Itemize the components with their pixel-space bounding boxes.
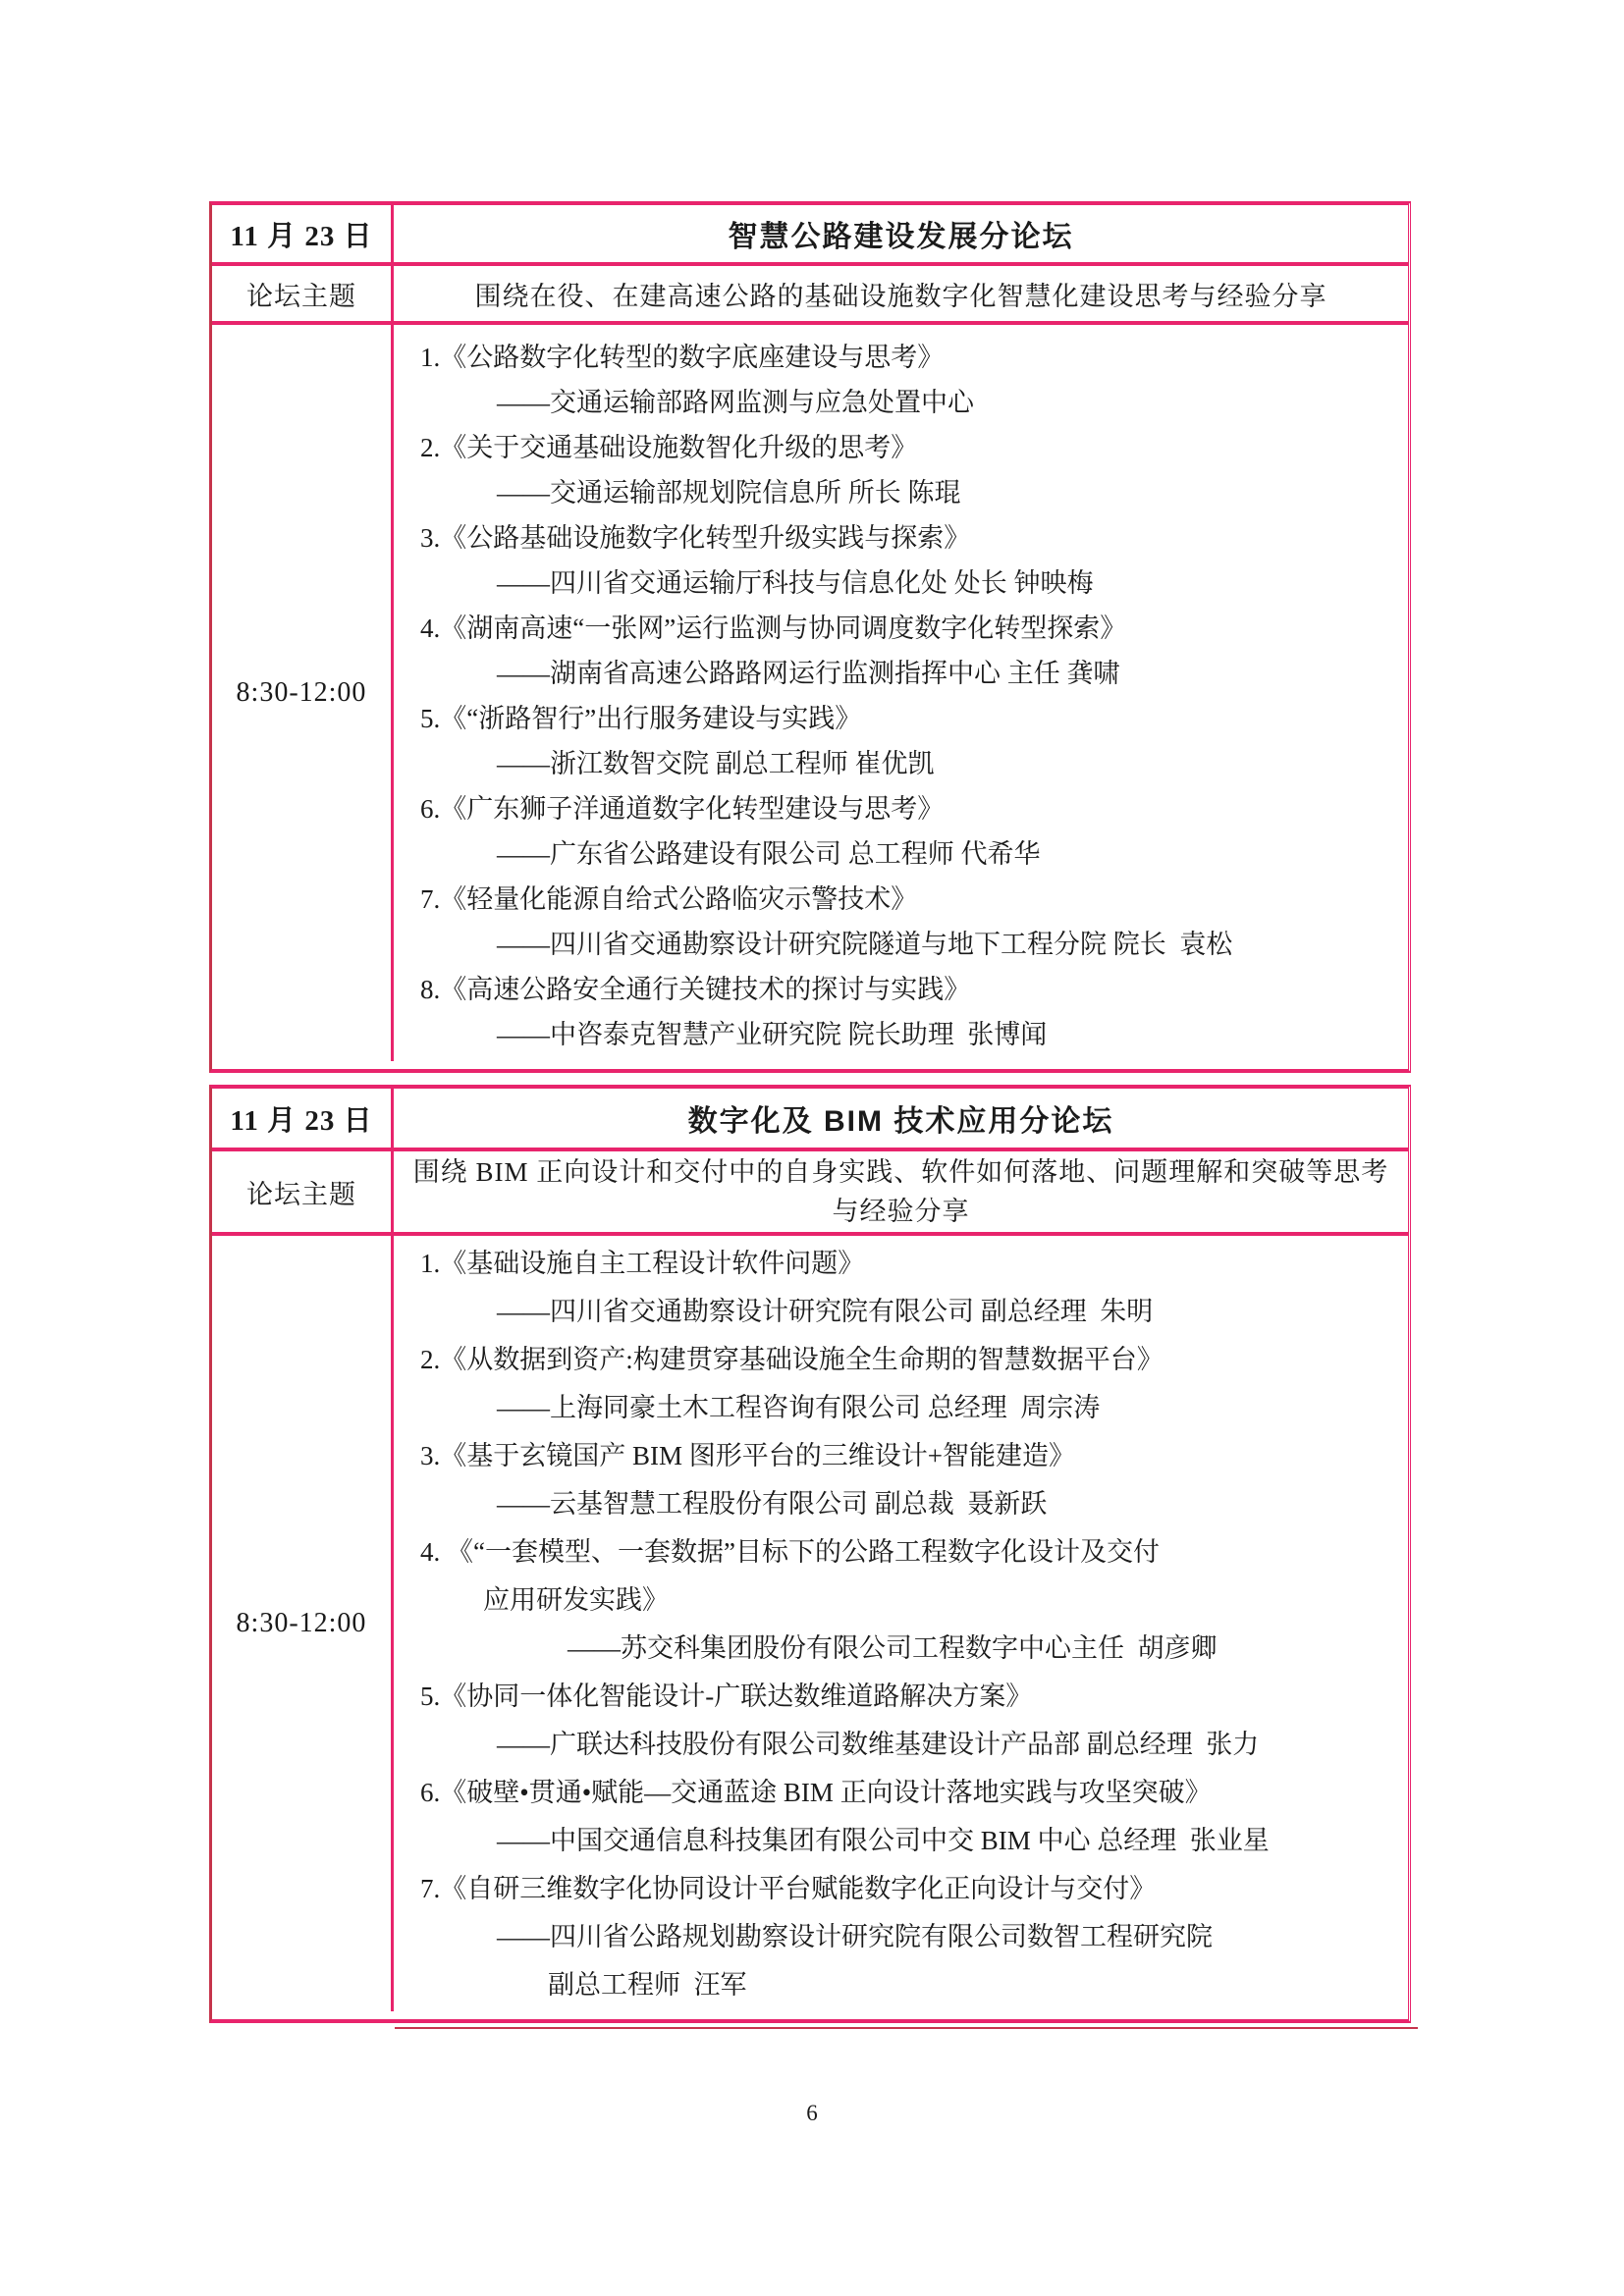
forum-table-smart-highway — [209, 201, 1411, 1073]
agenda-item-speaker: ——中国交通信息科技集团有限公司中交 BIM 中心 总经理 张业星 — [497, 1826, 1270, 1855]
forum2-title: 数字化及 BIM 技术应用分论坛 — [687, 1105, 1114, 1138]
agenda-item-speaker: ——湖南省高速公路路网运行监测指挥中心 主任 龚啸 — [497, 659, 1120, 688]
forum2-theme-line2: 与经验分享 — [832, 1197, 970, 1226]
forum2-agenda-list — [394, 1236, 1408, 2011]
agenda-item-title: 1.《公路数字化转型的数字底座建设与思考》 — [420, 343, 945, 372]
agenda-item-speaker-cont: 副总工程师 汪军 — [548, 1970, 747, 2000]
agenda-item-title-cont: 应用研发实践》 — [483, 1585, 669, 1615]
agenda-item-speaker: ——四川省交通运输厅科技与信息化处 处长 钟映梅 — [497, 568, 1094, 598]
forum1-theme-text: 围绕在役、在建高速公路的基础设施数字化智慧化建设思考与经验分享 — [474, 281, 1327, 311]
agenda-item-title: 4.《湖南高速“一张网”运行监测与协同调度数字化转型探索》 — [420, 614, 1127, 643]
agenda-item-title: 8.《高速公路安全通行关键技术的探讨与实践》 — [420, 975, 971, 1004]
agenda-item-title: 2.《关于交通基础设施数智化升级的思考》 — [420, 433, 918, 462]
forum2-theme-text — [394, 1151, 1408, 1232]
agenda-item-title: 3.《基于玄镜国产 BIM 图形平台的三维设计+智能建造》 — [420, 1441, 1075, 1470]
agenda-item-speaker: ——交通运输部规划院信息所 所长 陈琨 — [497, 478, 961, 507]
agenda-item-title: 6.《破壁•贯通•赋能—交通蓝途 BIM 正向设计落地实践与攻坚突破》 — [420, 1778, 1212, 1807]
forum1-agenda-list — [394, 325, 1408, 1061]
agenda-item-speaker: ——四川省交通勘察设计研究院有限公司 副总经理 朱明 — [497, 1297, 1154, 1326]
agenda-item-title: 5.《协同一体化智能设计-广联达数维道路解决方案》 — [420, 1682, 1033, 1711]
forum1-date: 11 月 23 日 — [212, 205, 394, 262]
agenda-item-title: 5.《“浙路智行”出行服务建设与实践》 — [420, 704, 862, 733]
forum1-title: 智慧公路建设发展分论坛 — [728, 221, 1074, 253]
agenda-item-speaker: ——云基智慧工程股份有限公司 副总裁 聂新跃 — [497, 1489, 1048, 1519]
agenda-item-title: 7.《自研三维数字化协同设计平台赋能数字化正向设计与交付》 — [420, 1874, 1157, 1903]
forum-table-bim — [209, 1085, 1411, 2023]
agenda-item-title: 6.《广东狮子洋通道数字化转型建设与思考》 — [420, 794, 945, 824]
agenda-item-speaker: ——四川省交通勘察设计研究院隧道与地下工程分院 院长 袁松 — [497, 930, 1233, 959]
forum1-time: 8:30-12:00 — [212, 325, 394, 1061]
agenda-item-speaker: ——四川省公路规划勘察设计研究院有限公司数智工程研究院 — [497, 1922, 1213, 1951]
agenda-item-title: 1.《基础设施自主工程设计软件问题》 — [420, 1249, 865, 1278]
agenda-item-speaker: ——上海同豪土木工程咨询有限公司 总经理 周宗涛 — [497, 1393, 1101, 1422]
forum2-body-row — [212, 1236, 1408, 2011]
forum2-theme-row — [212, 1151, 1408, 1236]
forum1-body-row — [212, 325, 1408, 1061]
agenda-item-speaker: ——苏交科集团股份有限公司工程数字中心主任 胡彦卿 — [568, 1633, 1218, 1663]
agenda-item-title: 2.《从数据到资产:构建贯穿基础设施全生命期的智慧数据平台》 — [420, 1345, 1164, 1374]
agenda-item-speaker: ——浙江数智交院 副总工程师 崔优凯 — [497, 749, 935, 778]
agenda-item-speaker: ——广联达科技股份有限公司数维基建设计产品部 副总经理 张力 — [497, 1730, 1260, 1759]
forum2-date: 11 月 23 日 — [212, 1089, 394, 1148]
forum1-theme-label: 论坛主题 — [212, 266, 394, 321]
forum2-header-row — [212, 1089, 1408, 1151]
agenda-item-speaker: ——广东省公路建设有限公司 总工程师 代希华 — [497, 839, 1041, 869]
agenda-item-speaker: ——交通运输部路网监测与应急处置中心 — [497, 388, 974, 417]
forum1-header-row — [212, 205, 1408, 266]
page-number: 6 — [806, 2101, 818, 2125]
forum2-theme-line1: 围绕 BIM 正向设计和交付中的自身实践、软件如何落地、问题理解和突破等思考 — [412, 1157, 1389, 1187]
agenda-item-title: 7.《轻量化能源自给式公路临灾示警技术》 — [420, 884, 918, 914]
agenda-item-speaker: ——中咨泰克智慧产业研究院 院长助理 张博闻 — [497, 1020, 1048, 1049]
forum2-theme-label: 论坛主题 — [212, 1151, 394, 1232]
agenda-item-title: 3.《公路基础设施数字化转型升级实践与探索》 — [420, 523, 971, 553]
forum2-time: 8:30-12:00 — [212, 1236, 394, 2011]
forum1-theme-row — [212, 266, 1408, 325]
agenda-item-title: 4. 《“一套模型、一套数据”目标下的公路工程数字化设计及交付 — [420, 1537, 1160, 1567]
